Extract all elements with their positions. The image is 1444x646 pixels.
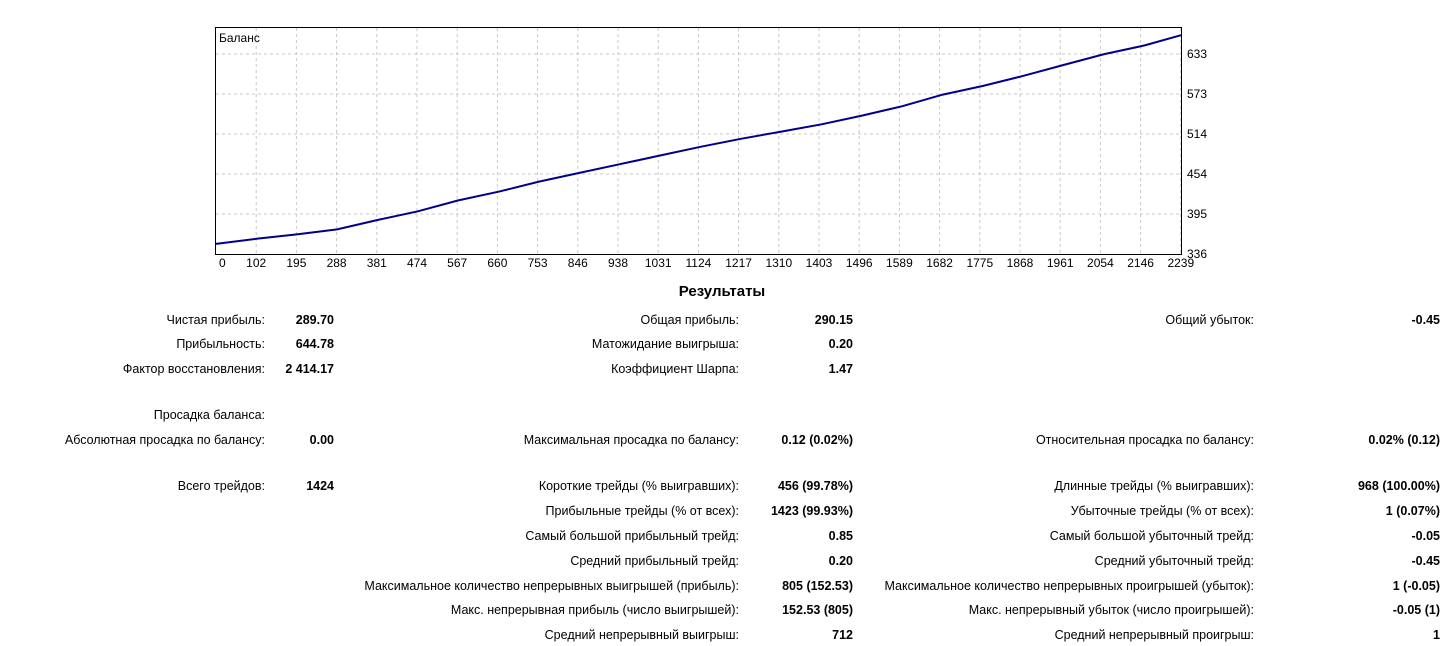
max-consecutive-wins-label: Максимальное количество непрерывных выигрышей (прибыль): [364, 579, 739, 593]
absolute-drawdown-label: Абсолютная просадка по балансу: [64, 433, 265, 447]
x-tick-label: 846 [567, 256, 588, 270]
y-tick-label: 633 [1187, 47, 1208, 61]
absolute-drawdown-value: 0.00 [309, 433, 334, 447]
y-tick-label: 336 [1187, 247, 1208, 261]
gross-loss-label: Общий убыток: [1165, 313, 1254, 327]
x-tick-label: 1868 [1006, 256, 1034, 270]
x-tick-label: 2239 [1167, 256, 1195, 270]
profit-trades-value: 1423 (99.93%) [770, 504, 853, 518]
y-tick-label: 454 [1187, 167, 1208, 181]
balance-drawdown-label: Просадка баланса: [153, 408, 265, 422]
x-tick-label: 1682 [926, 256, 953, 270]
x-tick-label: 938 [607, 256, 629, 270]
results-title: Результаты [678, 283, 766, 300]
average-consecutive-losses-label: Средний непрерывный проигрыш: [1054, 628, 1254, 642]
gross-profit-label: Общая прибыль: [640, 313, 739, 327]
y-axis-ticks [1187, 47, 1207, 261]
loss-trades-label: Убыточные трейды (% от всех): [1070, 504, 1254, 518]
loss-trades-value: 1 (0.07%) [1385, 504, 1440, 518]
recovery-factor-value: 2 414.17 [285, 362, 334, 376]
largest-profit-trade-value: 0.85 [828, 529, 853, 543]
max-drawdown-label: Максимальная просадка по балансу: [523, 433, 739, 447]
max-consecutive-profit-label: Макс. непрерывная прибыль (число выигрышей): [450, 603, 739, 617]
x-tick-label: 1775 [966, 256, 994, 270]
profit-trades-label: Прибыльные трейды (% от всех): [545, 504, 739, 518]
largest-profit-trade-label: Самый большой прибыльный трейд: [525, 529, 739, 543]
net-profit-value: 289.70 [295, 313, 334, 327]
sharpe-ratio-label: Коэффициент Шарпа: [611, 362, 739, 376]
gross-profit-value: 290.15 [814, 313, 853, 327]
x-tick-label: 102 [246, 256, 267, 270]
max-consecutive-loss-label: Макс. непрерывный убыток (число проигрышей): [968, 603, 1254, 617]
long-trades-value: 968 (100.00%) [1357, 479, 1440, 493]
chart-grid [216, 28, 1181, 254]
profitability-value: 644.78 [295, 337, 334, 351]
expected-payoff-value: 0.20 [828, 337, 853, 351]
x-tick-label: 2054 [1087, 256, 1114, 270]
x-axis-ticks [219, 256, 1194, 270]
gross-loss-value: -0.45 [1411, 313, 1440, 327]
average-loss-trade-label: Средний убыточный трейд: [1094, 554, 1254, 568]
x-tick-label: 1403 [805, 256, 833, 270]
largest-loss-trade-value: -0.05 [1411, 529, 1440, 543]
x-tick-label: 381 [366, 256, 387, 270]
relative-drawdown-value: 0.02% (0.12) [1368, 433, 1440, 447]
expected-payoff-label: Матожидание выигрыша: [591, 337, 739, 351]
max-consecutive-profit-value: 152.53 (805) [782, 603, 853, 617]
average-consecutive-wins-label: Средний непрерывный выигрыш: [544, 628, 739, 642]
average-consecutive-wins-value: 712 [832, 628, 853, 642]
x-tick-label: 753 [527, 256, 548, 270]
balance-chart [0, 0, 1444, 275]
average-profit-trade-value: 0.20 [828, 554, 853, 568]
x-tick-label: 1496 [845, 256, 873, 270]
x-tick-label: 1217 [725, 256, 752, 270]
average-profit-trade-label: Средний прибыльный трейд: [570, 554, 739, 568]
net-profit-label: Чистая прибыль: [166, 313, 265, 327]
x-tick-label: 195 [286, 256, 307, 270]
total-trades-label: Всего трейдов: [177, 479, 265, 493]
y-tick-label: 573 [1187, 87, 1208, 101]
x-tick-label: 474 [406, 256, 428, 270]
x-tick-label: 0 [219, 256, 226, 270]
short-trades-label: Короткие трейды (% выигравших): [538, 479, 739, 493]
long-trades-label: Длинные трейды (% выигравших): [1054, 479, 1254, 493]
x-tick-label: 1961 [1046, 256, 1074, 270]
chart-title: Баланс [219, 31, 260, 45]
x-tick-label: 1589 [886, 256, 913, 270]
max-consecutive-losses-label: Максимальное количество непрерывных проигрышей (убыток): [884, 579, 1254, 593]
relative-drawdown-label: Относительная просадка по балансу: [1035, 433, 1254, 447]
profitability-label: Прибыльность: [176, 337, 265, 351]
recovery-factor-label: Фактор восстановления: [122, 362, 265, 376]
max-consecutive-wins-value: 805 (152.53) [782, 579, 853, 593]
max-drawdown-value: 0.12 (0.02%) [781, 433, 853, 447]
sharpe-ratio-value: 1.47 [828, 362, 853, 376]
max-consecutive-losses-value: 1 (-0.05) [1392, 579, 1440, 593]
short-trades-value: 456 (99.78%) [777, 479, 853, 493]
total-trades-value: 1424 [306, 479, 334, 493]
average-consecutive-losses-value: 1 [1433, 628, 1440, 642]
x-tick-label: 288 [326, 256, 347, 270]
y-tick-label: 514 [1187, 127, 1208, 141]
x-tick-label: 2146 [1127, 256, 1154, 270]
x-tick-label: 567 [447, 256, 468, 270]
y-tick-label: 395 [1187, 207, 1208, 221]
x-tick-label: 660 [487, 256, 508, 270]
max-consecutive-loss-value: -0.05 (1) [1392, 603, 1440, 617]
largest-loss-trade-label: Самый большой убыточный трейд: [1049, 529, 1254, 543]
x-tick-label: 1310 [765, 256, 793, 270]
average-loss-trade-value: -0.45 [1411, 554, 1440, 568]
x-tick-label: 1124 [685, 256, 712, 270]
x-tick-label: 1031 [644, 256, 672, 270]
